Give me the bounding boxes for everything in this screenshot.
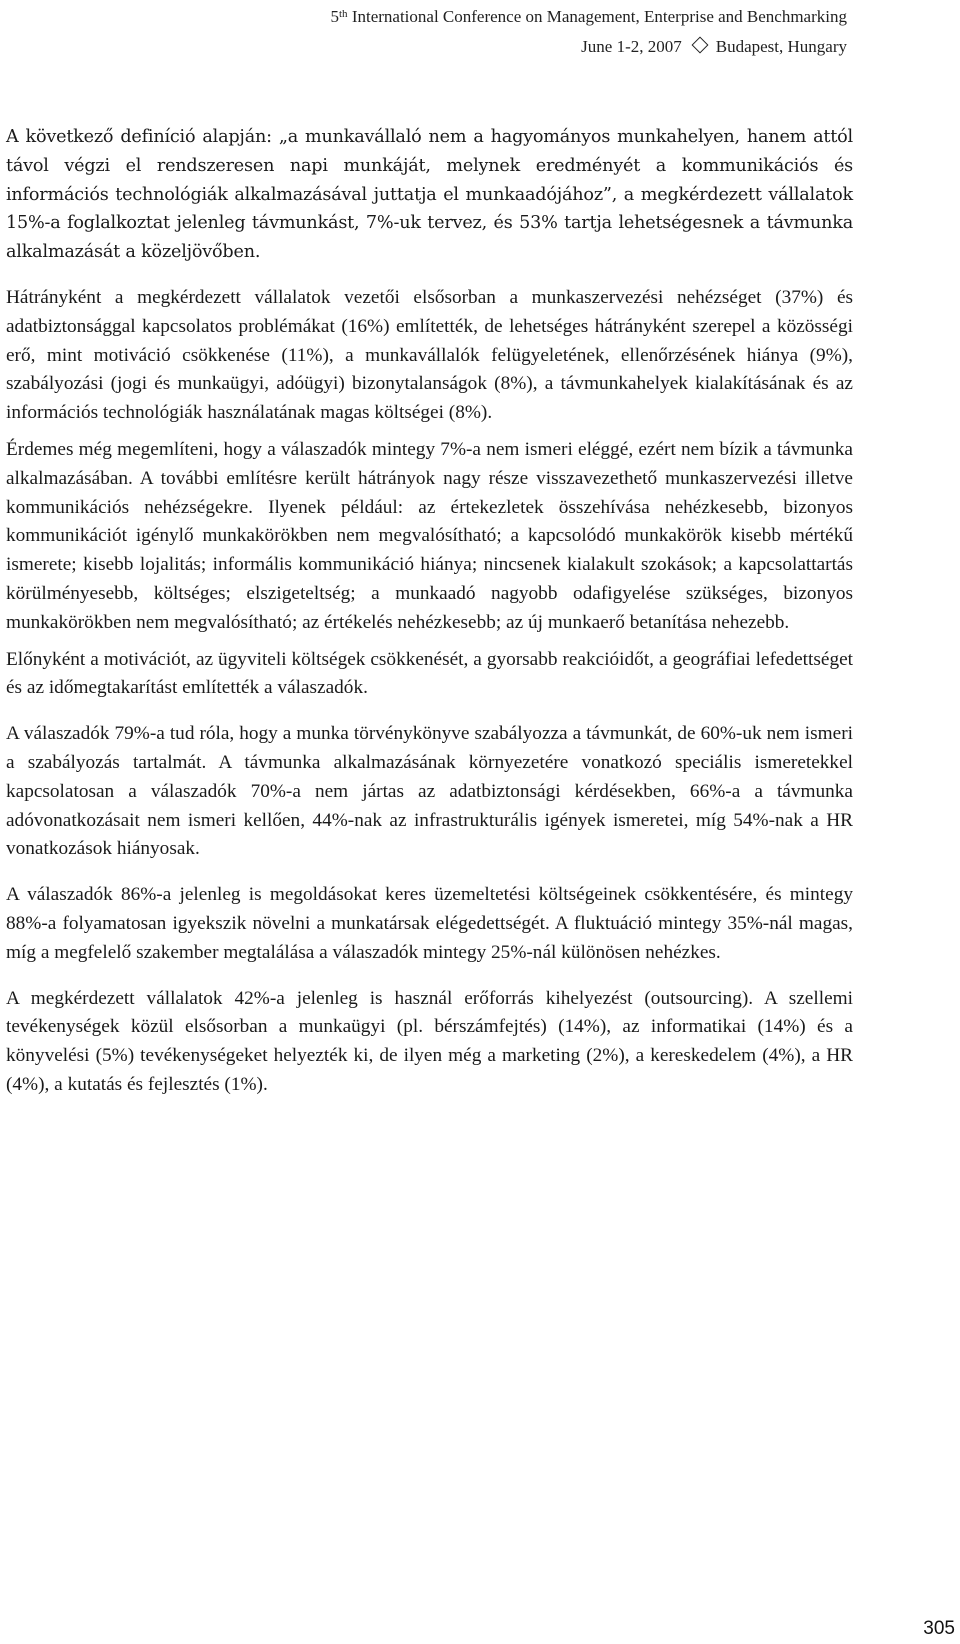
conference-location: Budapest, Hungary: [715, 37, 847, 56]
conference-date: June 1-2, 2007: [581, 37, 682, 56]
paragraph-costs: A válaszadók 86%-a jelenleg is megoldásokat keres üzemeltetési költségeinek csökkentésére, és mintegy 88%-a folyamatosan igyekszik növelni a munkatársak elégedettségét. A fluktuáció mintegy 35%-nál magas, míg a megfelelő szakember megtalálása a válaszadók mintegy 25%-nál különösen nehézkes.: [6, 884, 853, 963]
diamond-separator-icon: [691, 37, 708, 54]
conference-suffix: th: [339, 8, 348, 20]
conference-number: 5: [330, 7, 339, 26]
paragraph-further-disadvantages: Érdemes még megemlíteni, hogy a válaszadók mintegy 7%-a nem ismeri eléggé, ezért nem bízik a távmunka alkalmazásában. A további említésre került hátrányok nagy része visszavezethető munkaszervezési illetve kommunikációs nehézségekre. Ilyenek például: az értekezletek összehívása nehézkesebb, bizonyos kommunikációt igénylő munkakörökben nem megvalósítható; a kapcsolódó munkakörök kisebb mértékű ismerete; kisebb lojalitás; informális kommunikáció hiánya; nincsenek kialakult szokások; a kapcsolattartás körülményesebb, költséges; elszigeteltség; a munkaadó nagyobb odafigyelése szükséges, bizonyos munkakörökben nem megvalósítható; az értékelés nehézkesebb; az új munkaerő betanítása nehezebb.: [6, 438, 853, 633]
body-text: [6, 123, 853, 1117]
page-number: 305: [923, 1618, 955, 1639]
conference-line: [331, 2, 848, 32]
paragraph-advantages: Előnyként a motivációt, az ügyviteli költségek csökkenését, a gyorsabb reakcióidőt, a geográfiai lefedettséget és az időmegtakarítást említették a válaszadók.: [6, 648, 853, 699]
paragraph-definition: A következő definíció alapján: „a munkavállaló nem a hagyományos munkahelyen, hanem attól távol végzi el rendszeresen napi munkáját, melynek eredményét a kommunikációs és információs technológiák alkalmazásával juttatja el munkaadójához”, a megkérdezett vállalatok 15%-a foglalkoztat jelenleg távmunkást, 7%-uk tervez, és 53% tartja lehetségesnek a távmunka alkalmazását a közeljövőben.: [6, 127, 853, 263]
conference-title: International Conference on Management, Enterprise and Benchmarking: [351, 7, 847, 26]
paragraph-regulation: A válaszadók 79%-a tud róla, hogy a munka törvénykönyve szabályozza a távmunkát, de 60%-uk nem ismeri a szabályozás tartalmát. A távmunka alkalmazásának környezetére vonatkozó speciális ismeretekkel kapcsolatosan a válaszadók 70%-a nem jártas az adatbiztonsági kérdésekben, 66%-a a távmunka adóvonatkozásait nem ismeri kellően, 44%-nak az infrastrukturális igények ismeretei, míg 54%-nak a HR vonatkozások hiányosak.: [6, 723, 853, 860]
page-header: [331, 2, 848, 62]
paragraph-disadvantages: Hátrányként a megkérdezett vállalatok vezetői elsősorban a munkaszervezési nehézséget (37%) és adatbiztonsággal kapcsolatos problémákat (16%) említették, de lehetséges hátrányként szerepel a közösségi erő, mint motiváció csökkenése (11%), a munkavállalók felügyeletének, ellenőrzésének hiánya (9%), szabályozási (jogi és munkaügyi, adóügyi) bizonytalanságok (8%), a távmunkahelyek kialakításának és az információs technológiák használatának magas költségei (8%).: [6, 286, 853, 424]
paragraph-outsourcing: A megkérdezett vállalatok 42%-a jelenleg is használ erőforrás kihelyezést (outsourcing). A szellemi tevékenységek közül elsősorban a munkaügyi (pl. bérszámfejtés) (14%), az informatikai (14%) és a könyvelési (5%) tevékenységeket helyezték ki, de ilyen még a marketing (2%), a kereskedelem (4%), a HR (4%), a kutatás és fejlesztés (1%).: [6, 987, 853, 1095]
date-location-line: [331, 32, 848, 62]
